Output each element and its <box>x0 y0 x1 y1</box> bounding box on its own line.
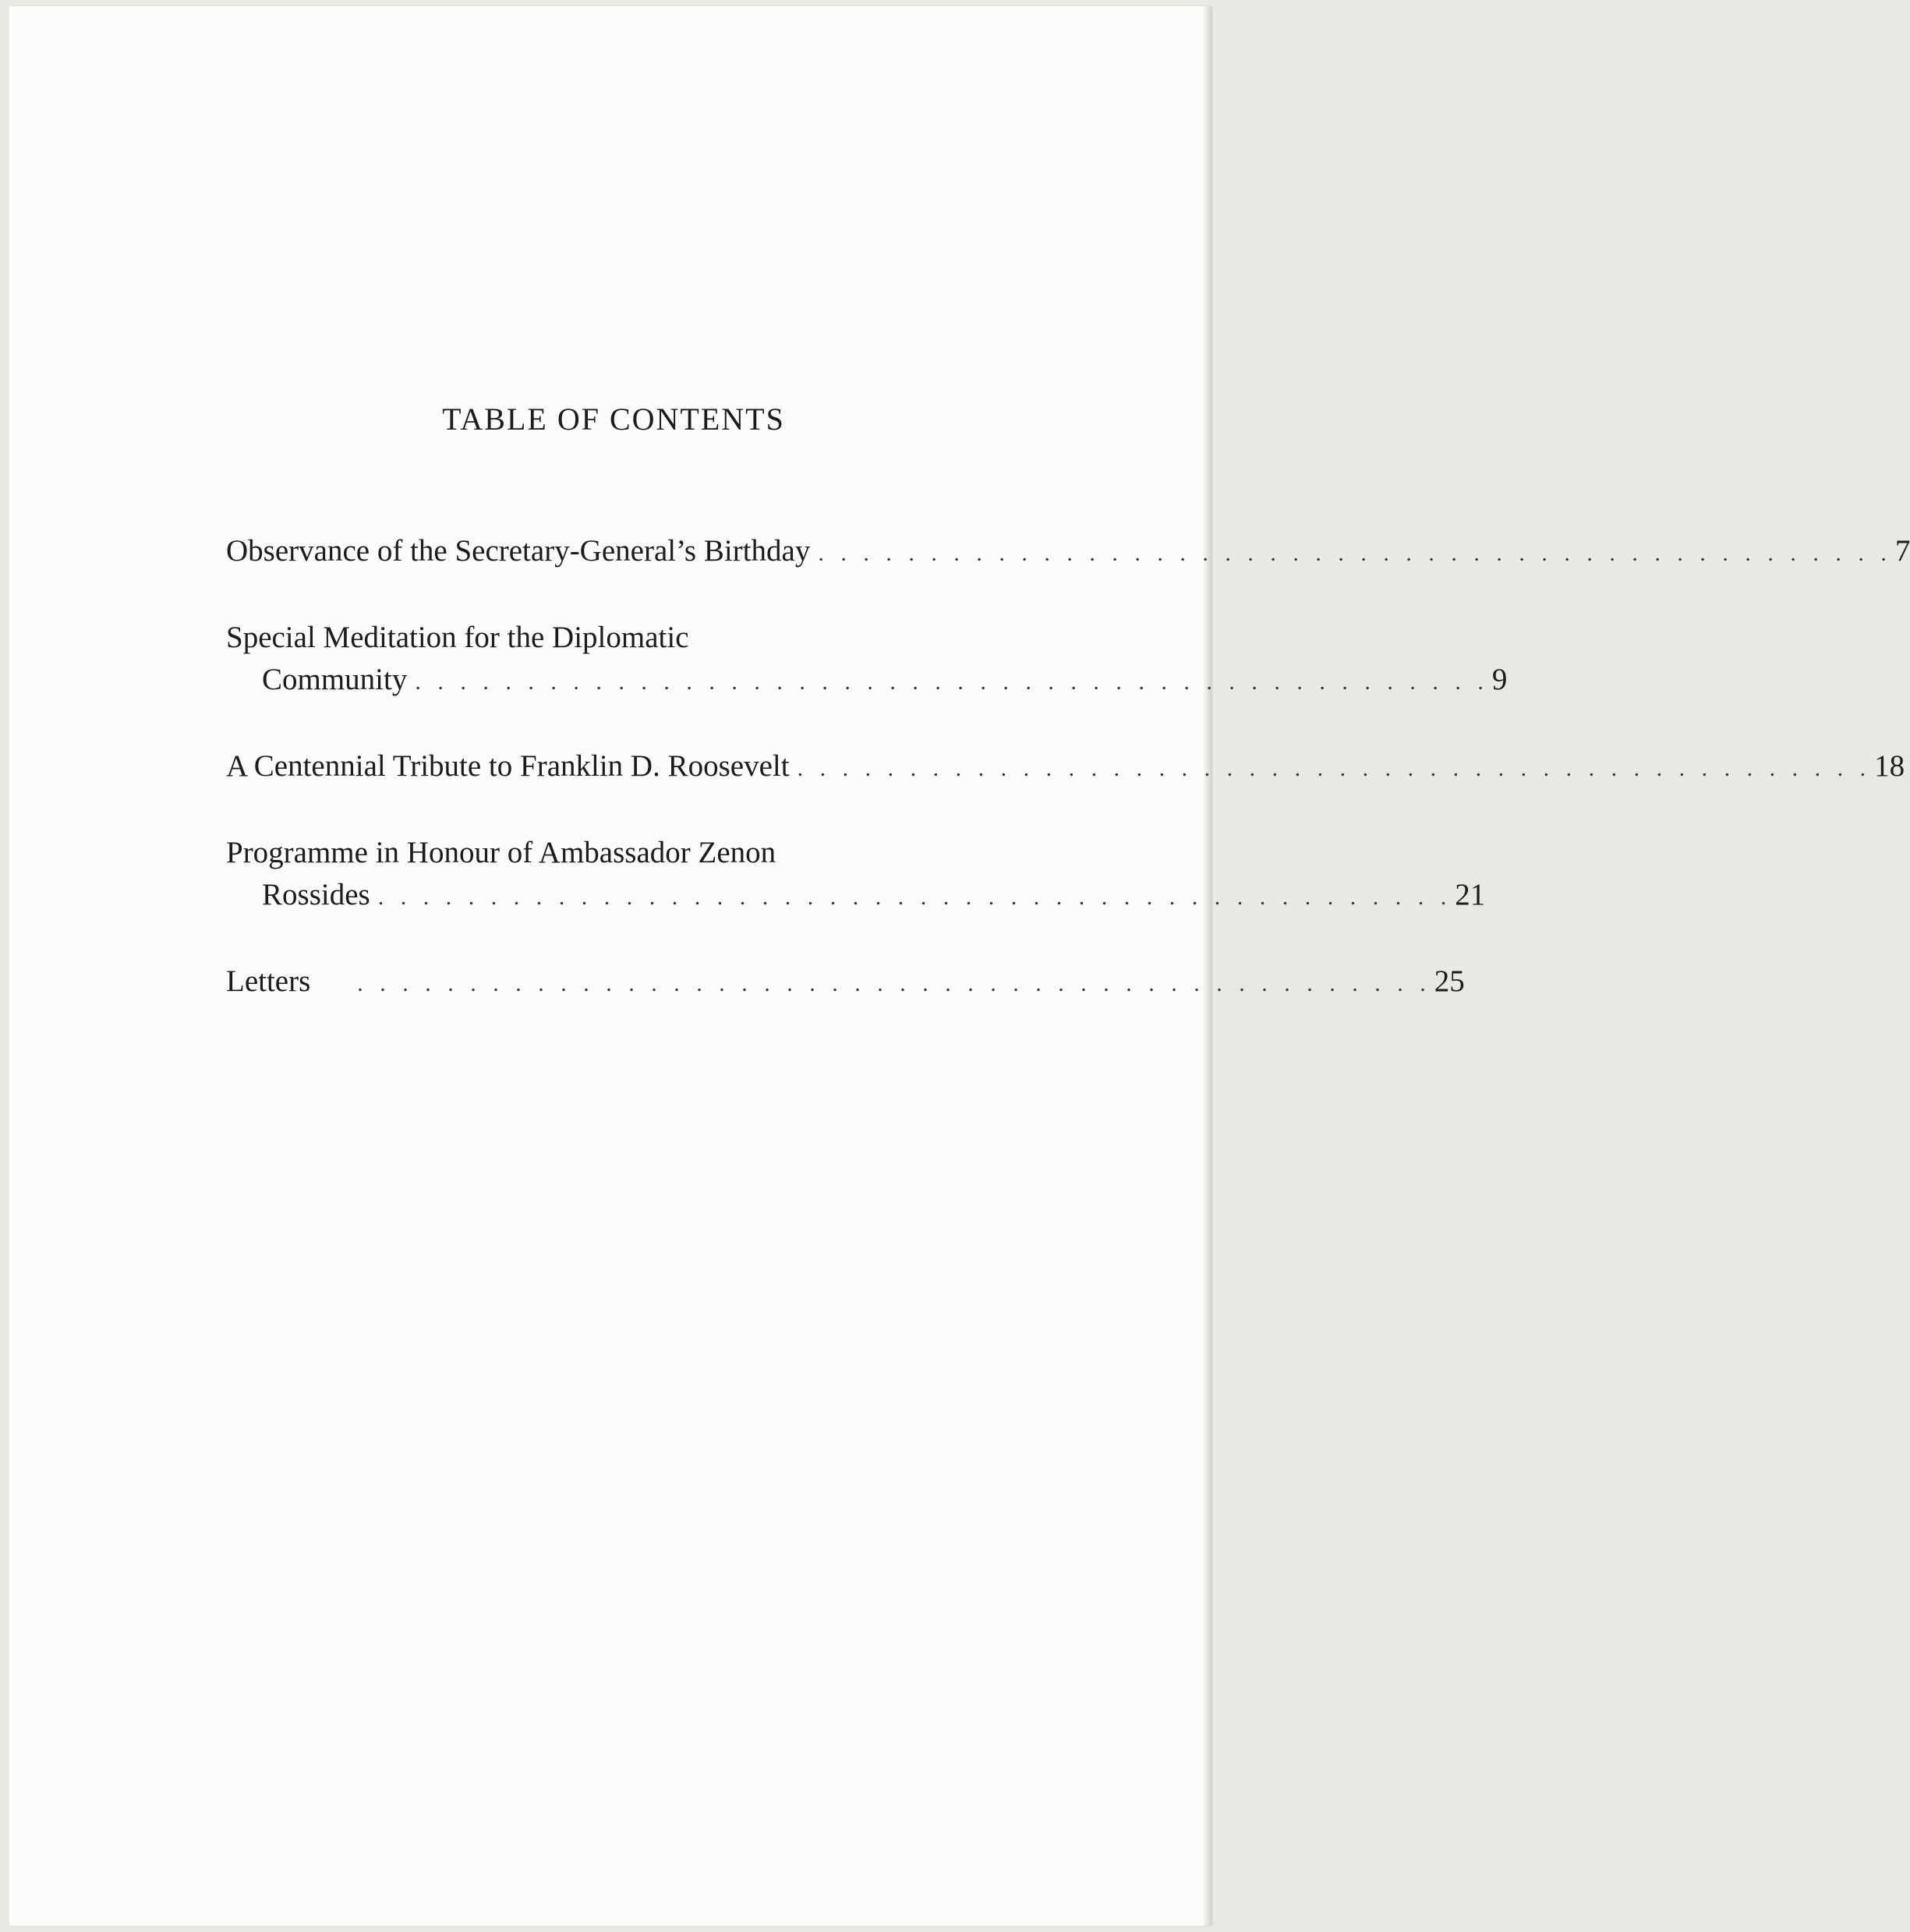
toc-entry-title-continued: Rossides <box>262 878 370 911</box>
toc-entry-title: Observance of the Secretary-General’s Birthday <box>226 534 811 568</box>
toc-entry-line <box>226 617 1006 659</box>
toc-entry-page: 9 <box>1491 663 1508 696</box>
document-page <box>9 6 1910 1926</box>
toc-title: TABLE OF CONTENTS <box>442 402 785 437</box>
toc-entry-line <box>226 832 1006 874</box>
toc-list <box>226 530 1910 1047</box>
toc-entry-title: Special Meditation for the Diplomatic <box>226 621 689 654</box>
toc-entry <box>226 745 1905 790</box>
dot-leader: . . . . . . . . . . . . . . . . . . . . . . . . . . . . . . . . . . . . . . . . . . . . . . . . <box>377 884 1452 910</box>
toc-entry-title: A Centennial Tribute to Franklin D. Roosevelt <box>226 749 790 783</box>
toc-entry-line <box>226 745 1905 790</box>
toc-entry-page: 18 <box>1874 749 1905 783</box>
toc-entry-title: Letters <box>226 964 311 998</box>
toc-entry <box>226 832 1486 918</box>
toc-entry-page: 21 <box>1455 878 1486 911</box>
toc-entry-page: 25 <box>1434 964 1465 998</box>
dot-leader: . . . . . . . . . . . . . . . . . . . . . . . . . . . . . . . . . . . . . . . . . . . . . . . . <box>357 971 1431 996</box>
dot-leader: . . . . . . . . . . . . . . . . . . . . . . . . . . . . . . . . . . . . . . . . . . . . . . . . <box>415 669 1489 695</box>
toc-entry-page: 7 <box>1894 534 1910 568</box>
toc-entry <box>226 961 1465 1005</box>
toc-entry-line <box>226 874 1486 918</box>
toc-entry <box>226 617 1508 703</box>
toc-entry-line <box>226 530 1910 575</box>
toc-entry-title-continued: Community <box>262 663 408 696</box>
toc-entry-line <box>226 961 1465 1005</box>
dot-leader: . . . . . . . . . . . . . . . . . . . . . . . . . . . . . . . . . . . . . . . . . . . . . . . . <box>797 755 1872 781</box>
toc-entry-line <box>226 659 1508 703</box>
toc-entry-title: Programme in Honour of Ambassador Zenon <box>226 836 776 869</box>
dot-leader: . . . . . . . . . . . . . . . . . . . . . . . . . . . . . . . . . . . . . . . . . . . . . . . . <box>818 540 1892 566</box>
toc-entry <box>226 530 1910 575</box>
